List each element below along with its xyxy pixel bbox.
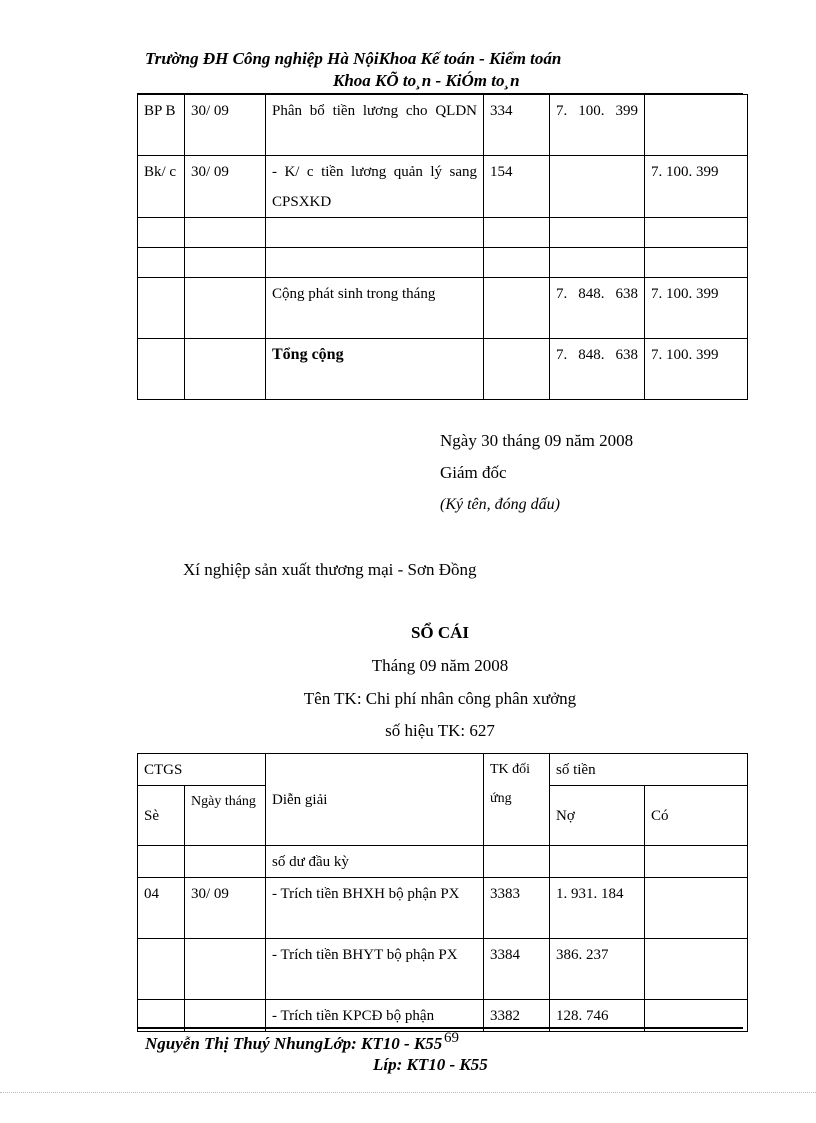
cell-so (138, 846, 185, 878)
cell-ngay: 30/ 09 (185, 878, 266, 939)
cell-debit (550, 218, 645, 248)
cell-no: 386. 237 (550, 939, 645, 1000)
cell-doc (138, 339, 185, 400)
cell-ngay (185, 846, 266, 878)
cell-debit (550, 248, 645, 278)
cell-no (550, 846, 645, 878)
cell-date (185, 248, 266, 278)
cell-credit (645, 248, 748, 278)
cell-credit (645, 95, 748, 156)
footer-author: Nguyễn Thị Thuý NhungLớp: KT10 - K55 (145, 1034, 443, 1053)
cell-co (645, 939, 748, 1000)
cell-tk: 3382 (484, 1000, 550, 1032)
cell-description (266, 218, 484, 248)
signature-role: Giám đốc (440, 463, 507, 482)
header-tk-doi-ung: TK đối ứng (484, 754, 550, 846)
cell-date (185, 278, 266, 339)
table-header-row (138, 754, 748, 786)
cell-credit (645, 218, 748, 248)
ledger-account-number: số hiệu TK: 627 (385, 721, 495, 740)
header-ctgs: CTGS (138, 754, 266, 786)
cell-account (484, 248, 550, 278)
cell-co (645, 846, 748, 878)
cell-description: Cộng phát sinh trong tháng (266, 278, 484, 339)
header-ngay-thang: Ngày tháng (185, 786, 266, 846)
cell-doc (138, 278, 185, 339)
cell-dien-giai: - Trích tiền KPCĐ bộ phận (266, 1000, 484, 1032)
cell-debit (550, 156, 645, 218)
cell-account (484, 218, 550, 248)
cell-credit: 7. 100. 399 (645, 339, 748, 400)
ledger-month: Tháng 09 năm 2008 (371, 656, 509, 675)
table-row (138, 278, 748, 339)
header-no: Nợ (550, 786, 645, 846)
cell-description (266, 248, 484, 278)
ledger-title: SỔ CÁI (410, 623, 470, 642)
signature-date: Ngày 30 tháng 09 năm 2008 (440, 431, 634, 450)
header-dien-giai: Diễn giải (266, 754, 484, 846)
cell-doc (138, 218, 185, 248)
cell-description: Phân bổ tiền lương cho QLDN (266, 95, 484, 156)
cell-tk (484, 846, 550, 878)
cell-description: - K/ c tiền lương quản lý sang CPSXKD (266, 156, 484, 218)
cell-dien-giai: - Trích tiền BHYT bộ phận PX (266, 939, 484, 1000)
cell-no: 1. 931. 184 (550, 878, 645, 939)
cell-credit: 7. 100. 399 (645, 156, 748, 218)
cell-no: 128. 746 (550, 1000, 645, 1032)
signature-note: (Ký tên, đóng dấu) (440, 496, 560, 513)
cell-account (484, 339, 550, 400)
header-school-title: Trường ĐH Công nghiệp Hà NộiKhoa Kế toán - Kiểm toán (145, 49, 562, 68)
cell-account (484, 278, 550, 339)
table-row (138, 846, 748, 878)
cell-debit: 7. 848. 638 (550, 278, 645, 339)
header-co: Có (645, 786, 748, 846)
ledger-table (137, 753, 748, 1032)
table-row (138, 248, 748, 278)
table-row (138, 939, 748, 1000)
cell-doc (138, 248, 185, 278)
cell-account: 334 (484, 95, 550, 156)
table-row (138, 156, 748, 218)
footer-class: Líp: KT10 - K55 (373, 1055, 488, 1074)
cell-account: 154 (484, 156, 550, 218)
cell-co (645, 878, 748, 939)
ledger-account-name: Tên TK: Chi phí nhân công phân xưởng (303, 689, 577, 708)
header-so-tien: số tiền (550, 754, 748, 786)
cell-date (185, 339, 266, 400)
cell-doc: BP B (138, 95, 185, 156)
cell-doc: Bk/ c (138, 156, 185, 218)
cell-dien-giai: số dư đầu kỳ (266, 846, 484, 878)
table-row (138, 878, 748, 939)
cell-so (138, 939, 185, 1000)
cell-tk: 3383 (484, 878, 550, 939)
cell-ngay (185, 939, 266, 1000)
company-name: Xí nghiệp sản xuất thương mại - Sơn Đồng (183, 560, 477, 579)
cell-date (185, 218, 266, 248)
table-row (138, 95, 748, 156)
header-faculty-title: Khoa KÕ to¸n - KiÓm to¸n (333, 71, 520, 90)
cell-so: 04 (138, 878, 185, 939)
cell-debit: 7. 100. 399 (550, 95, 645, 156)
cell-dien-giai: - Trích tiền BHXH bộ phận PX (266, 878, 484, 939)
table-row (138, 339, 748, 400)
page-bottom-divider (0, 1092, 816, 1093)
cell-date: 30/ 09 (185, 156, 266, 218)
cell-credit: 7. 100. 399 (645, 278, 748, 339)
page-number: 69 (444, 1030, 459, 1046)
cell-debit: 7. 848. 638 (550, 339, 645, 400)
cell-description: Tổng cộng (266, 339, 484, 400)
cell-date: 30/ 09 (185, 95, 266, 156)
cell-tk: 3384 (484, 939, 550, 1000)
table-row (138, 218, 748, 248)
header-so: Sè (138, 786, 185, 846)
footer-rule (137, 1027, 743, 1029)
ledger-continuation-table (137, 94, 748, 400)
